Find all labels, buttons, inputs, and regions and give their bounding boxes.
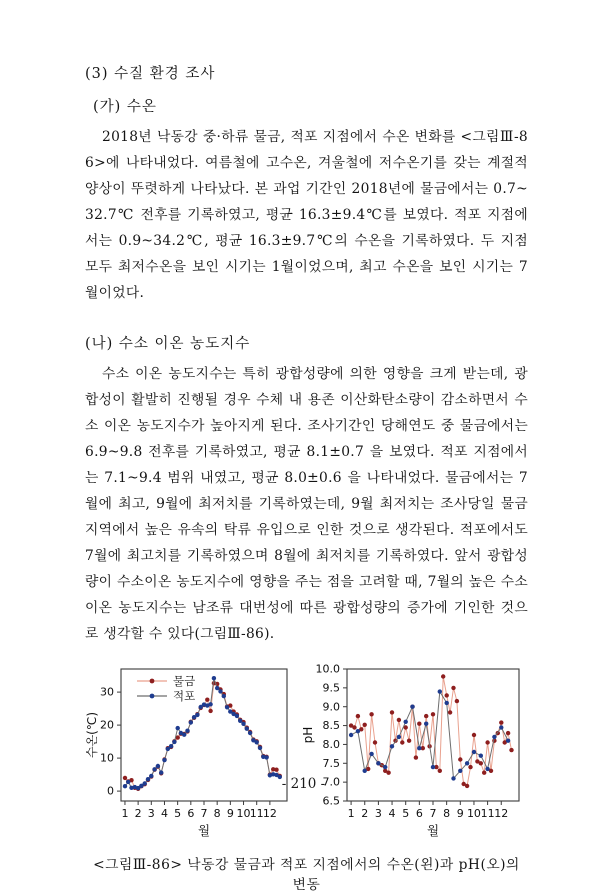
svg-text:9: 9	[456, 807, 464, 820]
svg-text:적포: 적포	[172, 689, 195, 703]
svg-text:2: 2	[360, 807, 368, 820]
svg-text:8: 8	[213, 807, 221, 820]
svg-text:12: 12	[493, 807, 508, 820]
subsection-heading-temperature: (가) 수온	[93, 99, 157, 115]
svg-text:12: 12	[262, 807, 277, 820]
figure-caption: <그림Ⅲ-86> 낙동강 물금과 적포 지점에서의 수온(왼)과 pH(오)의 변동	[93, 857, 520, 893]
svg-text:11: 11	[249, 807, 264, 820]
svg-text:9: 9	[226, 807, 234, 820]
page-content	[85, 62, 528, 893]
svg-text:9.5: 9.5	[322, 681, 340, 695]
svg-text:8: 8	[442, 807, 450, 820]
svg-text:6.5: 6.5	[322, 794, 340, 808]
svg-text:4: 4	[160, 807, 168, 820]
svg-text:2: 2	[134, 807, 142, 820]
svg-text:8.0: 8.0	[322, 738, 340, 752]
figure-row	[85, 657, 528, 843]
svg-text:1: 1	[120, 807, 128, 820]
svg-text:30: 30	[99, 685, 114, 699]
page-number: - 210 -	[281, 776, 326, 792]
svg-text:6: 6	[415, 807, 423, 820]
svg-text:5: 5	[401, 807, 409, 820]
svg-text:11: 11	[480, 807, 495, 820]
svg-text:5: 5	[173, 807, 181, 820]
subsection-heading-ph: (나) 수소 이온 농도지수	[85, 336, 251, 352]
svg-text:10: 10	[236, 807, 251, 820]
section-heading: (3) 수질 환경 조사	[85, 66, 216, 82]
svg-text:0: 0	[106, 784, 114, 798]
svg-text:10: 10	[466, 807, 481, 820]
svg-text:7: 7	[429, 807, 436, 820]
temperature-chart	[85, 657, 295, 843]
svg-text:9.0: 9.0	[322, 700, 340, 714]
svg-text:수온(℃): 수온(℃)	[84, 711, 99, 759]
svg-text:1: 1	[347, 807, 355, 820]
svg-text:3: 3	[374, 807, 382, 820]
paragraph-temperature: 2018년 낙동강 중·하류 물금, 적포 지점에서 수온 변화를 <그림Ⅲ-86>에 나타내었다. 여름철에 고수온, 겨울철에 저수온기를 갖는 계절적 양상이 뚜렷하게 나타났다. 본 과업 기간인 2018년에 물금에서는 0.7~32.7℃ 전후를 기록하였고, 평균 16.3±9.4℃를 보였다. 적포 지점에서는 0.9~34.2℃, 평균 16.3±9.7℃의 수온을 기록하였다. 두 지점 모두 최저수온을 보인 시기는 1월이었으며, 최고 수온을 보인 시기는 7월이었다.	[85, 129, 528, 301]
svg-text:10.0: 10.0	[315, 662, 340, 676]
svg-text:pH: pH	[300, 726, 315, 744]
svg-text:6: 6	[186, 807, 194, 820]
svg-text:7.0: 7.0	[322, 775, 340, 789]
svg-text:3: 3	[147, 807, 155, 820]
svg-text:7.5: 7.5	[322, 756, 340, 770]
paragraph-ph: 수소 이온 농도지수는 특히 광합성량에 의한 영향을 크게 받는데, 광합성이 활발히 진행될 경우 수체 내 용존 이산화탄소량이 감소하면서 수소 이온 농도지수가 높아지게 된다. 조사기간인 당해연도 중 물금에서는 6.9~9.8 전후를 기록하였고, 평균 8.1±0.7 을 보였다. 적포 지점에서는 7.1~9.4 범위 내였고, 평균 8.0±0.6 을 나타내었다. 물금에서는 7월에 최고, 9월에 최저치를 기록하였는데, 9월 최저치는 조사당일 물금 지역에서 높은 유속의 탁류 유입으로 인한 것으로 생각된다. 적포에서도 7월에 최고치를 기록하였으며 8월에 최저치를 기록하였다. 앞서 광합성량이 수소이온 농도지수에 영향을 주는 점을 고려할 때, 7월의 높은 수소이온 농도지수는 남조류 대번성에 따른 광합성량의 증가에 기인한 것으로 생각할 수 있다(그림Ⅲ-86).	[85, 366, 528, 642]
svg-text:월: 월	[197, 823, 210, 838]
svg-text:10: 10	[99, 751, 114, 765]
svg-text:4: 4	[388, 807, 396, 820]
svg-text:7: 7	[200, 807, 207, 820]
svg-text:8.5: 8.5	[322, 719, 340, 733]
svg-text:월: 월	[426, 823, 439, 838]
ph-chart	[301, 657, 529, 843]
svg-text:20: 20	[99, 718, 114, 732]
svg-text:물금: 물금	[172, 674, 195, 688]
spacer	[85, 316, 528, 332]
